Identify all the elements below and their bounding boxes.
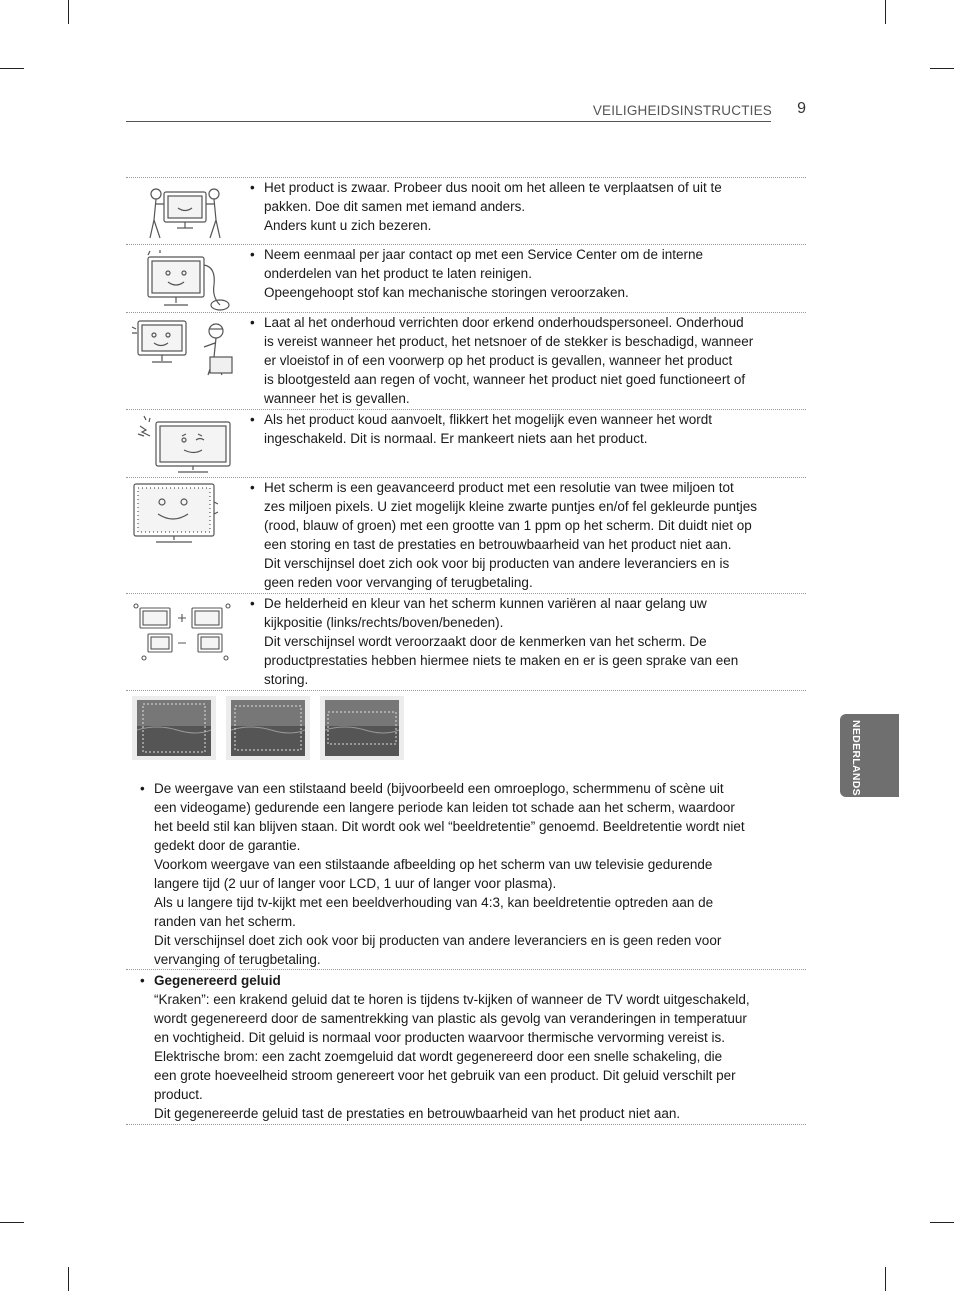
text-line: ingeschakeld. Dit is normaal. Er mankeert niets aan het product. <box>264 431 648 446</box>
text-line: (rood, blauw of groen) met een grootte van 1 ppm op het scherm. Dit duidt niet op <box>264 518 752 533</box>
row-divider <box>126 1124 806 1125</box>
instruction-row <box>126 409 806 478</box>
text-line: Voorkom weergave van een stilstaande afbeelding op het scherm van uw televisie gedurende <box>154 857 713 872</box>
generated-sound-heading: Gegenereerd geluid <box>154 973 281 988</box>
bullet: • <box>250 596 255 611</box>
instruction-text <box>264 478 794 592</box>
instruction-text <box>264 594 794 689</box>
text-line: Elektrische brom: een zacht zoemgeluid dat wordt gegenereerd door een snelle schakeling, die <box>154 1049 723 1064</box>
flickering-tv-icon <box>130 414 240 478</box>
text-line: productprestaties hebben hiermee niets te maken en er is geen sprake van een <box>264 653 739 668</box>
generated-sound-paragraph <box>154 971 788 1123</box>
text-line: en vochtigheid. Dit geluid is normaal voor producten waarvoor thermische vervorming vereist is. <box>154 1030 726 1045</box>
bullet: • <box>250 247 255 262</box>
text-line: product. <box>154 1087 203 1102</box>
crop-mark <box>0 1222 24 1223</box>
text-line: zes miljoen pixels. U ziet mogelijk kleine zwarte puntjes en/of fel gekleurde puntjes <box>264 499 758 514</box>
instruction-row <box>126 177 806 244</box>
dotted-screen-tv-icon <box>130 482 240 546</box>
header-rule <box>126 121 771 122</box>
tv-vacuum-cleaner-icon <box>130 249 240 313</box>
instruction-row <box>126 593 806 691</box>
text-line: wordt gegenereerd door de samentrekking van plastic als gevolg van veranderingen in temperatuur <box>154 1011 747 1026</box>
landscape-image-icon <box>325 700 399 756</box>
text-line: Het scherm is een geavanceerd product met een resolutie van twee miljoen tot <box>264 480 734 495</box>
text-line: De weergave van een stilstaand beeld (bijvoorbeeld een omroeplogo, schermmenu of scène uit <box>154 781 724 796</box>
text-line: Als het product koud aanvoelt, flikkert het mogelijk even wanneer het wordt <box>264 412 712 427</box>
bullet: • <box>140 781 145 796</box>
text-line: kijkpositie (links/rechts/boven/beneden). <box>264 615 504 630</box>
text-line: is vereist wanneer het product, het netsnoer of de stekker is beschadigd, wanneer <box>264 334 754 349</box>
language-tab-label: NEDERLANDS <box>850 720 862 796</box>
landscape-thumbnail <box>320 696 404 760</box>
text-line: Dit verschijnsel wordt veroorzaakt door de kenmerken van het scherm. De <box>264 634 707 649</box>
text-line: De helderheid en kleur van het scherm kunnen variëren al naar gelang uw <box>264 596 707 611</box>
language-tab <box>840 714 899 797</box>
text-line: onderdelen van het product te laten reinigen. <box>264 266 532 281</box>
text-line: Het product is zwaar. Probeer dus nooit om het alleen te verplaatsen of uit te <box>264 180 722 195</box>
crop-mark <box>885 1267 886 1291</box>
text-line: Neem eenmaal per jaar contact op met een Service Center om de interne <box>264 247 703 262</box>
text-line: wanneer het is gevallen. <box>264 391 410 406</box>
text-line: gedekt door de garantie. <box>154 838 301 853</box>
crop-mark <box>930 1222 954 1223</box>
text-line: Anders kunt u zich bezeren. <box>264 218 432 233</box>
crop-mark <box>930 68 954 69</box>
text-line: het beeld stil kan blijven staan. Dit wordt ook wel “beeldretentie” genoemd. Beeldretentie wordt niet <box>154 819 745 834</box>
image-retention-paragraph <box>154 779 788 969</box>
text-line: “Kraken”: een krakend geluid dat te horen is tijdens tv-kijken of wanneer de TV wordt uitgeschakeld, <box>154 992 750 1007</box>
viewing-angle-tvs-icon <box>130 598 240 662</box>
instruction-text <box>264 245 794 302</box>
text-line: Opeengehoopt stof kan mechanische storingen veroorzaken. <box>264 285 629 300</box>
crop-mark <box>0 68 24 69</box>
text-line: Als u langere tijd tv-kijkt met een beeldverhouding van 4:3, kan beeldretentie optreden aan de <box>154 895 714 910</box>
instruction-row <box>126 312 806 410</box>
text-line: geen reden voor vervanging of terugbetaling. <box>264 575 533 590</box>
landscape-thumbnail <box>132 696 216 760</box>
landscape-thumbnail <box>226 696 310 760</box>
text-line: vervanging of terugbetaling. <box>154 952 321 967</box>
text-line: Dit gegenereerde geluid tast de prestaties en betrouwbaarheid van het product niet aan. <box>154 1106 681 1121</box>
bullet: • <box>250 480 255 495</box>
instruction-row <box>126 244 806 313</box>
text-line: een videogame) gedurende een langere periode kan leiden tot schade aan het scherm, waardoor <box>154 800 735 815</box>
text-line: er vloeistof in of een voorwerp op het product is gevallen, wanneer het product <box>264 353 733 368</box>
row-divider <box>126 969 806 970</box>
bullet: • <box>250 180 255 195</box>
row-divider <box>126 690 806 691</box>
text-line: is blootgesteld aan regen of vocht, wanneer het product niet goed functioneert of <box>264 372 746 387</box>
text-line: storing. <box>264 672 309 687</box>
instruction-row <box>126 477 806 594</box>
text-line: een grote hoeveelheid stroom genereert voor het gebruik van een product. Dit geluid verschilt per <box>154 1068 736 1083</box>
tv-service-technician-icon <box>130 317 240 381</box>
text-line: Dit verschijnsel doet zich ook voor bij producten van andere leveranciers en is geen reden voor <box>154 933 722 948</box>
text-line: langere tijd (2 uur of langer voor LCD, 1 uur of langer voor plasma). <box>154 876 557 891</box>
crop-mark <box>68 0 69 24</box>
page-number: 9 <box>797 100 806 117</box>
crop-mark <box>68 1267 69 1291</box>
text-line: randen van het scherm. <box>154 914 296 929</box>
bullet: • <box>250 315 255 330</box>
text-line: Dit verschijnsel doet zich ook voor bij producten van andere leveranciers en is <box>264 556 730 571</box>
text-line: pakken. Doe dit samen met iemand anders. <box>264 199 526 214</box>
bullet: • <box>140 973 145 988</box>
landscape-image-icon <box>231 700 305 756</box>
instruction-text <box>264 313 794 408</box>
text-line: Laat al het onderhoud verrichten door erkend onderhoudspersoneel. Onderhoud <box>264 315 744 330</box>
landscape-image-icon <box>137 700 211 756</box>
bullet: • <box>250 412 255 427</box>
instruction-text <box>264 410 794 448</box>
crop-mark <box>885 0 886 24</box>
instruction-text <box>264 178 794 235</box>
text-line: een storing en tast de prestaties en betrouwbaarheid van het product niet aan. <box>264 537 732 552</box>
section-title: VEILIGHEIDSINSTRUCTIES <box>592 103 772 118</box>
two-people-carrying-tv-icon <box>130 182 240 246</box>
